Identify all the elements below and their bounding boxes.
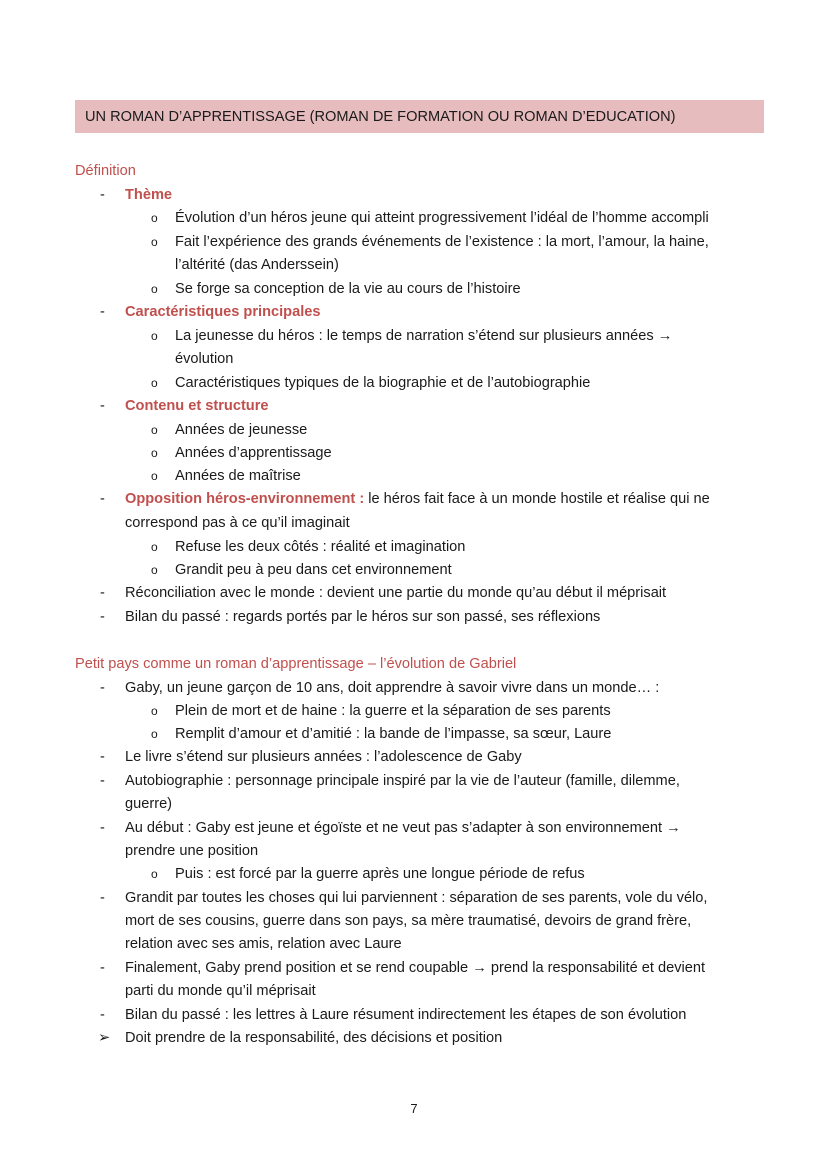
opposition-item	[125, 490, 710, 508]
bullet-dash: -	[100, 960, 105, 976]
arrow-bullet-icon: ➢	[98, 1030, 111, 1046]
opposition-text: le héros fait face à un monde hostile et réalise qui ne	[364, 491, 710, 507]
list-item: Le livre s’étend sur plusieurs années : l’adolescence de Gaby	[125, 749, 522, 765]
list-item: Remplit d’amour et d’amitié : la bande de l’impasse, sa sœur, Laure	[175, 726, 612, 742]
list-item: Refuse les deux côtés : réalité et imagination	[175, 539, 466, 555]
list-item: Finalement, Gaby prend position et se rend coupable → prend la responsabilité et devient	[125, 960, 706, 976]
list-item-continuation: parti du monde qu’il méprisait	[125, 983, 316, 999]
conclusion-item: Doit prendre de la responsabilité, des décisions et position	[125, 1030, 503, 1046]
bullet-circle: o	[151, 423, 158, 437]
banner-title: UN ROMAN D’APPRENTISSAGE (ROMAN DE FORMATION OU ROMAN D’EDUCATION)	[85, 108, 676, 125]
bullet-dash: -	[100, 585, 105, 601]
list-item: Au début : Gaby est jeune et égoïste et ne veut pas s’adapter à son environnement →	[125, 820, 681, 836]
bullet-dash: -	[100, 398, 105, 414]
section-banner	[75, 100, 764, 133]
list-item: Caractéristiques typiques de la biographie et de l’autobiographie	[175, 375, 591, 391]
theme-title: Thème	[125, 187, 173, 203]
list-item: Fait l’expérience des grands événements de l’existence : la mort, l’amour, la haine,	[175, 234, 709, 250]
bullet-dash: -	[100, 1007, 105, 1023]
list-item-continuation: prendre une position	[125, 843, 259, 859]
bullet-circle: o	[151, 329, 158, 343]
bullet-circle: o	[151, 376, 158, 390]
list-item: Bilan du passé : regards portés par le héros sur son passé, ses réflexions	[125, 609, 601, 625]
list-item: Puis : est forcé par la guerre après une longue période de refus	[175, 866, 585, 882]
list-item: Grandit par toutes les choses qui lui parviennent : séparation de ses parents, vole du vélo,	[125, 890, 708, 906]
bullet-circle: o	[151, 540, 158, 554]
list-item: Évolution d’un héros jeune qui atteint progressivement l’idéal de l’homme accompli	[175, 210, 709, 226]
list-item: Grandit peu à peu dans cet environnement	[175, 562, 452, 578]
list-item-continuation: relation avec ses amis, relation avec Laure	[125, 936, 402, 952]
bullet-dash: -	[100, 491, 105, 507]
caracteristiques-title: Caractéristiques principales	[125, 304, 321, 320]
bullet-circle: o	[151, 867, 158, 881]
bullet-circle: o	[151, 704, 158, 718]
bullet-dash: -	[100, 820, 105, 836]
bullet-dash: -	[100, 749, 105, 765]
bullet-circle: o	[151, 211, 158, 225]
list-item: La jeunesse du héros : le temps de narration s’étend sur plusieurs années →	[175, 328, 673, 344]
list-item: Années de jeunesse	[175, 422, 308, 438]
bullet-circle: o	[151, 235, 158, 249]
list-item: Autobiographie : personnage principale inspiré par la vie de l’auteur (famille, dilemme,	[125, 773, 680, 789]
list-item-continuation: mort de ses cousins, guerre dans son pays, sa mère traumatisé, devoirs de grand frère,	[125, 913, 692, 929]
bullet-circle: o	[151, 469, 158, 483]
page-number: 7	[410, 1101, 418, 1116]
list-item-continuation: correspond pas à ce qu’il imaginait	[125, 515, 350, 531]
list-item: Se forge sa conception de la vie au cours de l’histoire	[175, 281, 521, 297]
bullet-circle: o	[151, 563, 158, 577]
list-item: Années de maîtrise	[175, 468, 301, 484]
bullet-dash: -	[100, 187, 105, 203]
bullet-circle: o	[151, 282, 158, 296]
bullet-dash: -	[100, 680, 105, 696]
bullet-circle: o	[151, 446, 158, 460]
petit-pays-heading: Petit pays comme un roman d’apprentissage – l’évolution de Gabriel	[75, 656, 517, 672]
opposition-title: Opposition héros-environnement :	[125, 491, 365, 507]
list-item-continuation: évolution	[175, 351, 234, 367]
list-item: Réconciliation avec le monde : devient une partie du monde qu’au début il méprisait	[125, 585, 667, 601]
list-item-continuation: guerre)	[125, 796, 173, 812]
contenu-title: Contenu et structure	[125, 398, 269, 414]
list-item: Bilan du passé : les lettres à Laure résument indirectement les étapes de son évolution	[125, 1007, 687, 1023]
bullet-dash: -	[100, 773, 105, 789]
bullet-circle: o	[151, 727, 158, 741]
definition-heading: Définition	[75, 163, 136, 179]
list-item: Années d’apprentissage	[175, 445, 332, 461]
bullet-dash: -	[100, 890, 105, 906]
bullet-dash: -	[100, 304, 105, 320]
bullet-dash: -	[100, 609, 105, 625]
list-item: Plein de mort et de haine : la guerre et la séparation de ses parents	[175, 703, 611, 719]
list-item: Gaby, un jeune garçon de 10 ans, doit apprendre à savoir vivre dans un monde… :	[125, 680, 660, 696]
list-item-continuation: l’altérité (das Anderssein)	[175, 257, 339, 273]
